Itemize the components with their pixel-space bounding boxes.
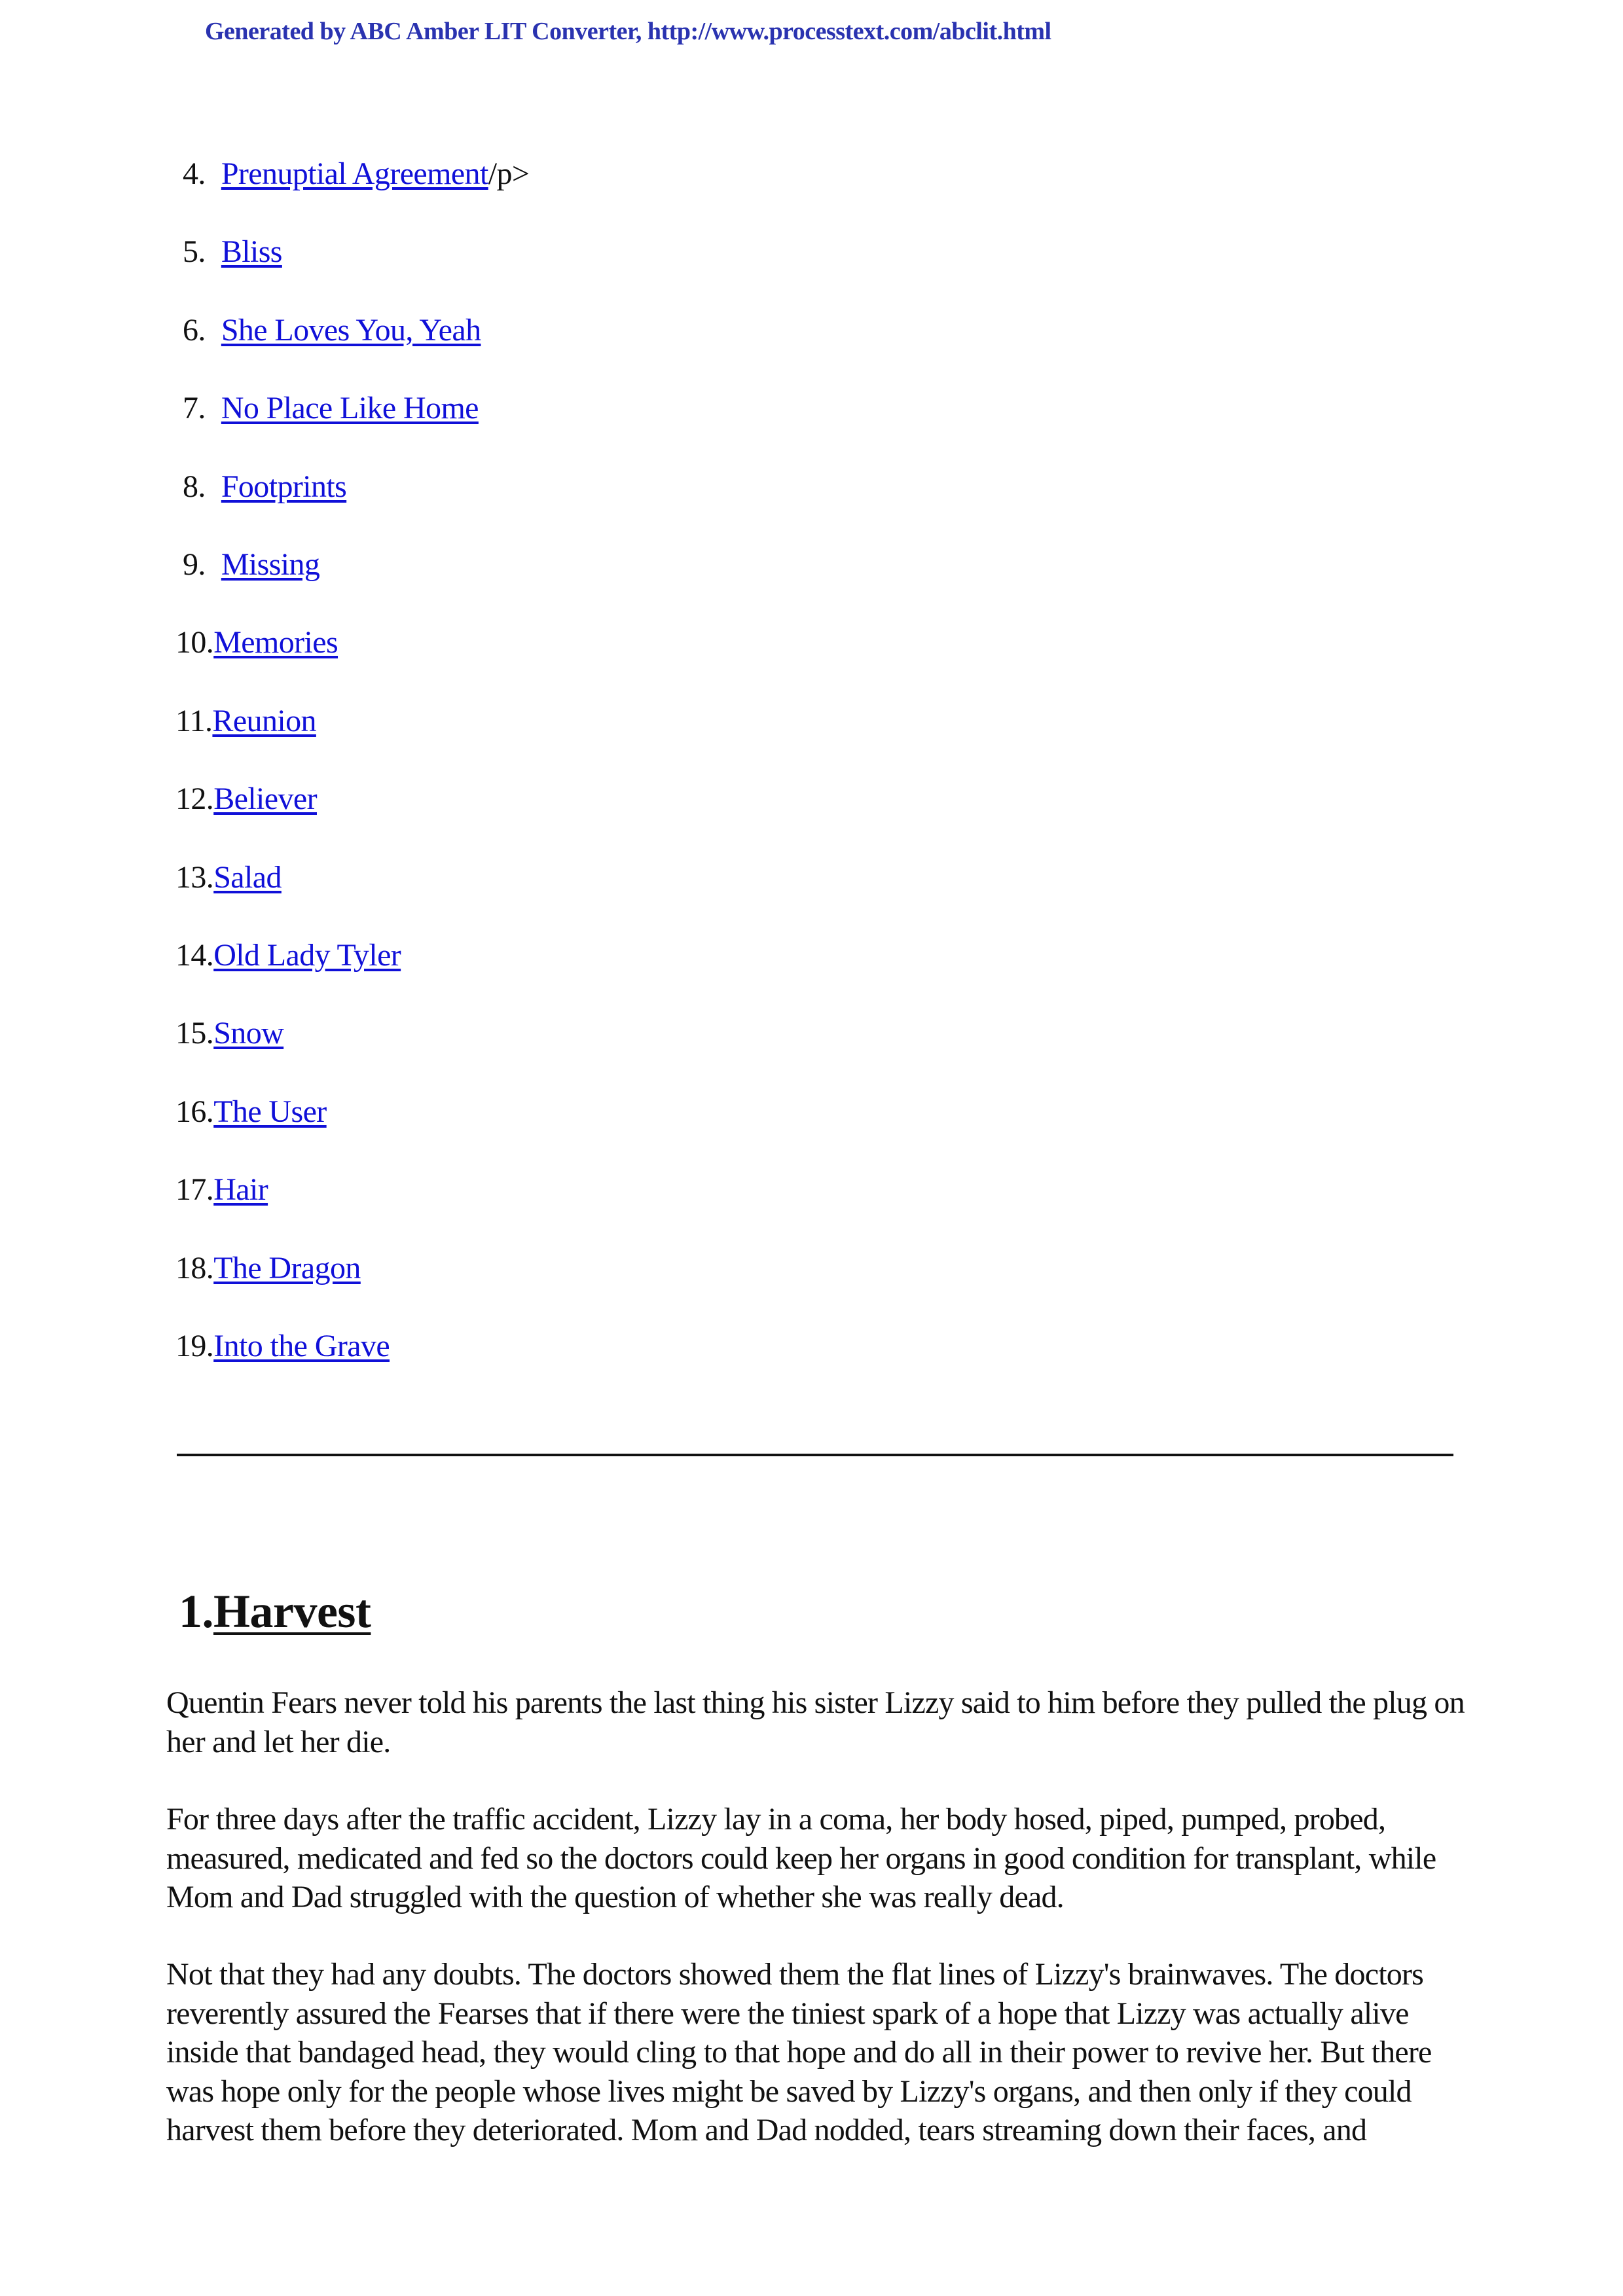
toc-item — [183, 390, 479, 427]
toc-item — [175, 859, 282, 896]
toc-item-number: 17. — [175, 1172, 214, 1208]
toc-item-link[interactable]: Bliss — [221, 234, 282, 270]
toc-item-link[interactable]: Memories — [213, 625, 338, 660]
toc-item — [175, 1250, 361, 1287]
toc-item-number: 10. — [175, 625, 214, 660]
toc-item — [175, 624, 338, 661]
chapter-title-link[interactable]: Harvest — [213, 1585, 371, 1638]
toc-item-link[interactable]: No Place Like Home — [221, 391, 479, 426]
toc-item-link[interactable]: Hair — [213, 1172, 268, 1208]
toc-item-number: 18. — [175, 1250, 214, 1285]
toc-item-link[interactable]: Believer — [213, 781, 317, 817]
chapter-number: 1. — [179, 1585, 213, 1638]
toc-item — [175, 1172, 268, 1208]
toc-item-number: 14. — [175, 938, 214, 973]
toc-item — [175, 703, 316, 740]
toc-item-number: 4. — [183, 156, 206, 191]
toc-item-link[interactable]: The User — [213, 1094, 327, 1129]
toc-item-link[interactable]: The Dragon — [213, 1250, 361, 1285]
toc-item-number: 5. — [183, 234, 206, 270]
toc-item-trailing-text: /p> — [488, 156, 530, 191]
toc-item-number: 13. — [175, 859, 214, 895]
toc-item-link[interactable]: Prenuptial Agreement — [221, 156, 488, 191]
toc-item-number: 8. — [183, 469, 206, 504]
section-divider — [177, 1454, 1453, 1456]
toc-item — [175, 1328, 390, 1365]
toc-item-number: 6. — [183, 312, 206, 348]
toc-item-number: 7. — [183, 391, 206, 426]
toc-item-number: 12. — [175, 781, 214, 817]
toc-item-number: 16. — [175, 1094, 214, 1129]
converter-banner: Generated by ABC Amber LIT Converter, http://www.processtext.com/abclit.html — [205, 18, 1051, 45]
toc-item — [183, 312, 481, 349]
toc-item-link[interactable]: Snow — [213, 1016, 284, 1051]
toc-item-link[interactable]: Into the Grave — [213, 1329, 390, 1363]
toc-item — [175, 1094, 327, 1130]
paragraph-3: Not that they had any doubts. The doctors showed them the flat lines of Lizzy's brainwaves. The doctors reverently assured the Fearses that if there were the tiniest spark of a hope that Lizzy was actually alive inside that bandaged head, they would cling to that hope and do all in their power to revive her. But there was hope only for the people whose lives might be saved by Lizzy's organs, and then only if they could harvest them before they deteriorated. Mom and Dad nodded, tears streaming down their faces, and — [166, 1957, 1432, 2147]
toc-item — [175, 1015, 283, 1052]
toc-item — [183, 469, 346, 505]
toc-item-link[interactable]: Missing — [221, 547, 320, 582]
paragraph-1: Quentin Fears never told his parents the last thing his sister Lizzy said to him before they pulled the plug on her and let her die. — [166, 1685, 1465, 1759]
toc-item — [183, 547, 319, 583]
paragraph-2: For three days after the traffic accident, Lizzy lay in a coma, her body hosed, piped, pumped, probed, measured, medicated and fed so the doctors could keep her organs in good condition for transplant, while Mom and Dad struggled with the question of whether she was really dead. — [166, 1802, 1436, 1914]
toc-item-link[interactable]: Salad — [213, 859, 282, 895]
chapter-heading — [179, 1585, 371, 1638]
toc-item — [175, 781, 317, 817]
toc-item-link[interactable]: Footprints — [221, 469, 347, 504]
toc-item-link[interactable]: Reunion — [212, 703, 316, 738]
toc-item-link[interactable]: Old Lady Tyler — [213, 938, 401, 973]
toc-item-number: 9. — [183, 547, 206, 582]
toc-item — [183, 156, 529, 192]
toc-item — [175, 937, 401, 974]
toc-item-number: 15. — [175, 1016, 214, 1051]
toc-item-link[interactable]: She Loves You, Yeah — [221, 312, 481, 348]
toc-item-number: 19. — [175, 1329, 214, 1363]
toc-item-number: 11. — [175, 703, 213, 738]
toc-item — [183, 234, 282, 270]
